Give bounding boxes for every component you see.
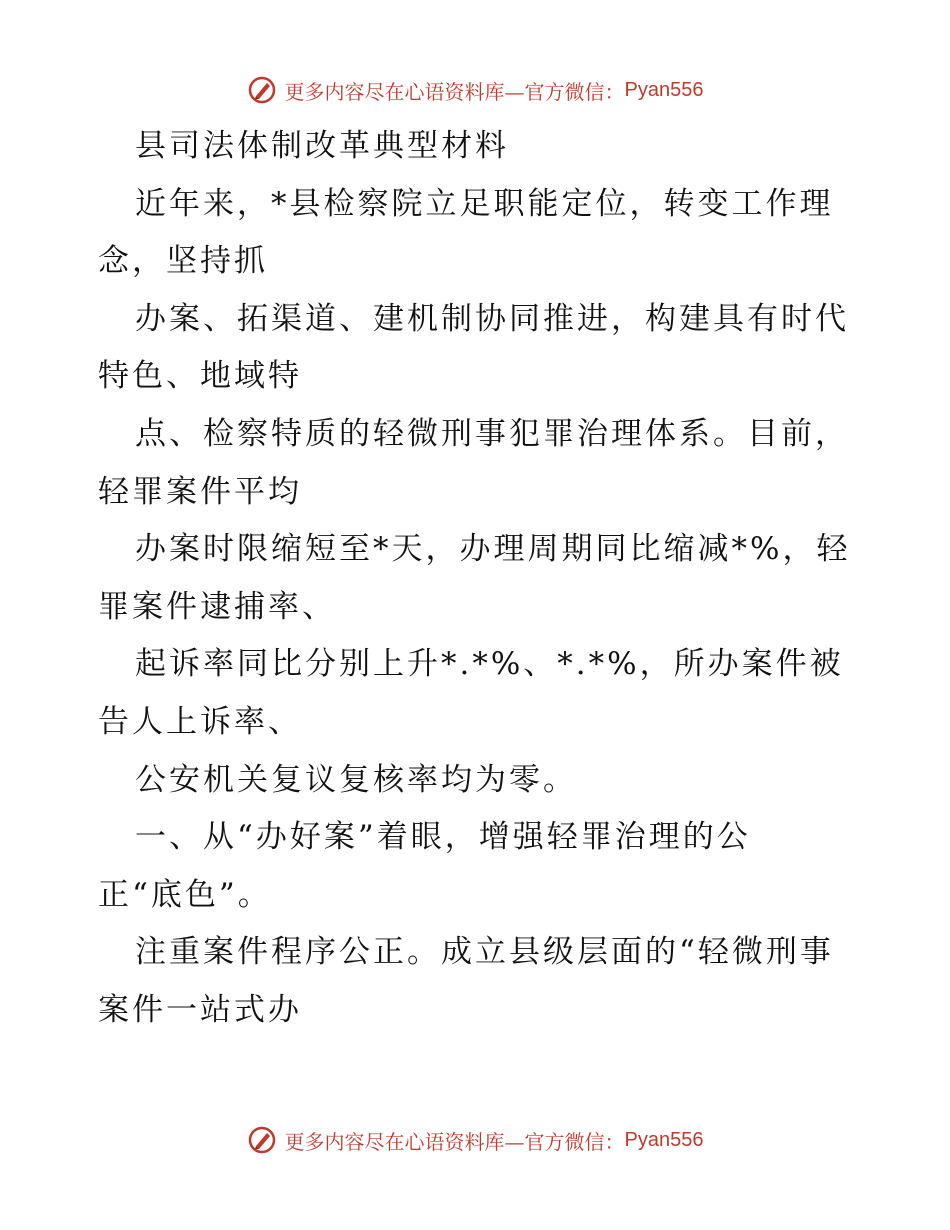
watermark-wechat-id: Pyan556 <box>624 1128 704 1151</box>
pen-logo-icon <box>247 75 277 105</box>
doc-line: 公安机关复议复核率均为零。 <box>135 761 577 798</box>
doc-line: 点、检察特质的轻微刑事犯罪治理体系。目前， <box>135 415 849 452</box>
doc-title: 县司法体制改革典型材料 <box>135 128 509 164</box>
doc-line: 案件一站式办 <box>98 991 302 1028</box>
section-heading-cont: 正“底色”。 <box>98 876 272 913</box>
doc-line: 近年来，*县检察院立足职能定位，转变工作理 <box>135 185 834 222</box>
doc-line: 罪案件逮捕率、 <box>98 588 336 625</box>
watermark-wechat-id: Pyan556 <box>624 78 704 101</box>
doc-line: 特色、地域特 <box>98 358 302 395</box>
doc-line: 轻罪案件平均 <box>98 473 302 510</box>
watermark-header <box>0 70 950 110</box>
doc-line: 念，坚持抓 <box>98 243 268 280</box>
doc-line: 注重案件程序公正。成立县级层面的“轻微刑事 <box>135 934 834 971</box>
doc-line: 告人上诉率、 <box>98 703 302 740</box>
section-heading: 一、从“办好案”着眼，增强轻罪治理的公 <box>135 819 751 856</box>
watermark-text: 更多内容尽在心语资料库—官方微信： <box>284 1129 625 1154</box>
doc-line: 起诉率同比分别上升*.*%、*.*%，所办案件被 <box>135 646 844 683</box>
document-body <box>98 118 858 1040</box>
doc-line: 办案时限缩短至*天，办理周期同比缩减*%，轻 <box>135 531 851 568</box>
watermark-text: 更多内容尽在心语资料库—官方微信： <box>284 79 625 104</box>
watermark-footer <box>0 1120 950 1160</box>
pen-logo-icon <box>247 1125 277 1155</box>
doc-line: 办案、拓渠道、建机制协同推进，构建具有时代 <box>135 300 849 337</box>
